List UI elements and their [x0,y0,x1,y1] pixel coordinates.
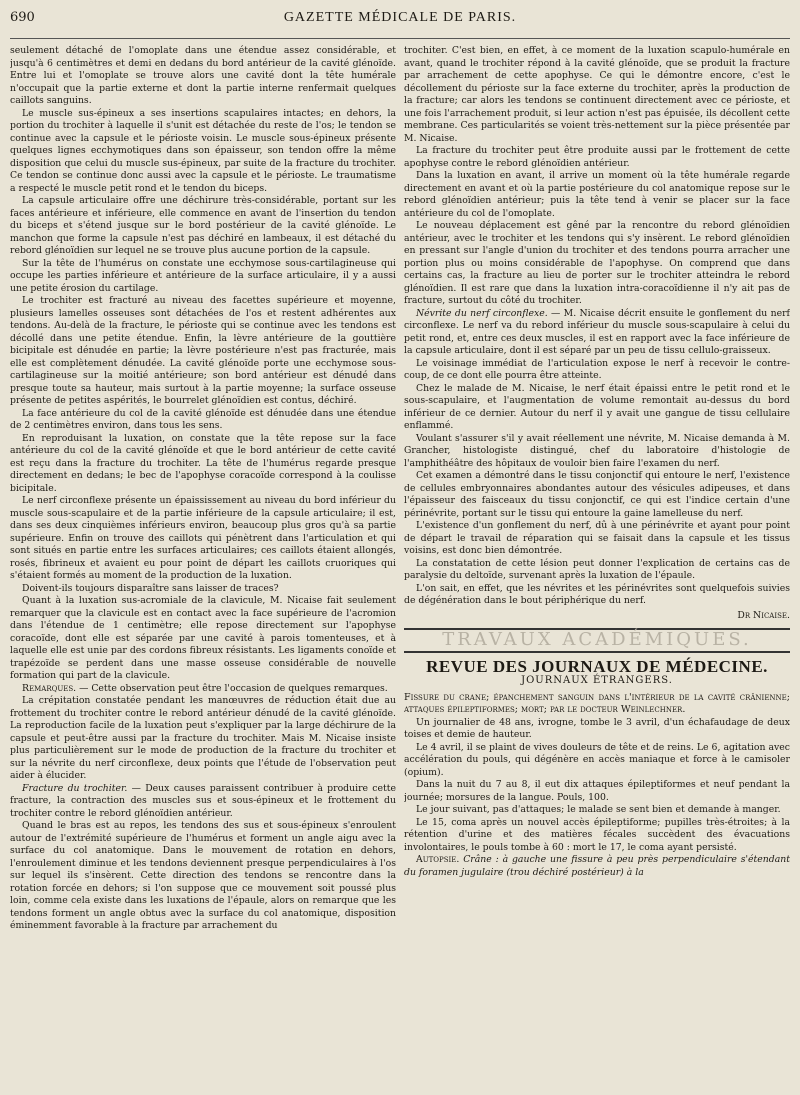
article-paragraph: Chez le malade de M. Nicaise, le nerf était épaissi entre le petit rond et le sous-scapulaire, et l'augmentation de volume remontait au-dessus du bord inférieur de ce dernier. Autour du nerf il y avait une gangue de tissu cellulaire enflammé. [404,382,790,431]
case-paragraph: Un journalier de 48 ans, ivrogne, tombe le 3 avril, d'un échafaudage de deux toises et demie de hauteur. [404,716,790,740]
case-heading: Fissure du crane; épanchement sanguin dans l'intérieur de la cavité crânienne; attaques épileptiformes; mort; par le docteur Weinlechner. [404,691,790,715]
article-paragraph: Doivent-ils toujours disparaître sans laisser de traces? [22,582,279,594]
fracture-text: — Deux causes paraissent contribuer à produire cette fracture, la contraction des muscles sus et sous-épineux et le frottement du trochiter contre le rebord glénoïdien antérieur. [10,782,396,819]
article-paragraph: La face antérieure du col de la cavité glénoïde est dénudée dans une étendue de 2 centimètres environ, dans tous les sens. [10,407,396,431]
case-paragraph: Le 15, coma après un nouvel accès épileptiforme; pupilles très-étroites; à la rétention d'urine et des matières fécales succèdent des évacuations involontaires, le pouls tombe à 60 : mort le 17, le coma ayant persisté. [404,816,790,853]
remarques-paragraph [10,683,396,696]
article-paragraph: Voulant s'assurer s'il y avait réellement une névrite, M. Nicaise demanda à M. Grancher, histologiste distingué, chef du laboratoire d'histologie de l'amphithéâtre des hôpitaux de vouloir bien faire l'examen du nerf. [404,432,790,469]
article-paragraph: En reproduisant la luxation, on constate que la tête repose sur la face antérieure du col de la cavité glénoïde et que le bord antérieur de cette cavité est reçu dans la fracture du trochiter. La tête de l'humérus regarde presque directement en dedans; le bec de l'apophyse coracoïde correspond à la coulisse bicipitale. [10,432,396,494]
article-paragraph: Sur la tête de l'humérus on constate une ecchymose sous-cartilagineuse qui occupe les parties inférieure et antérieure de la surface articulaire, il y a aussi une petite érosion du cartilage. [10,257,396,294]
right-column [404,45,790,1093]
nevrite-paragraph [404,308,790,358]
article-paragraph: Le muscle sus-épineux a ses insertions scapulaires intactes; en dehors, la portion du trochiter à laquelle il s'unit est détachée du reste de l'os; le tendon se continue avec la capsule et le périoste voisin. Le muscle sous-épineux présente quelques lignes ecchymotiques dans son épaisseur, son tendon offre la même disposition que celui du muscle sus-épineux, par suite de la fracture du trochiter. Ce tendon se continue donc aussi avec la capsule et le périoste. Le traumatisme a respecté le muscle petit rond et le tendon du biceps. [10,107,396,194]
article-paragraph: La crépitation constatée pendant les manœuvres de réduction était due au frottement du trochiter contre le rebord antérieur dénudé de la cavité glénoïde. La reproduction facile de la luxation peut s'expliquer par la large déchirure de la capsule et peut-être aussi par la fracture du trochiter. Mais M. Nicaise insiste plus particulièrement sur le mode de production de la fracture du trochiter et sur la névrite du nerf circonflexe, deux points que l'étude de l'observation peut aider à élucider. [10,695,396,781]
page-header [10,10,790,39]
left-column [10,45,396,1093]
review-subtitle: JOURNAUX ÉTRANGERS. [521,675,673,686]
case-paragraph: Le 4 avril, il se plaint de vives douleurs de tête et de reins. Le 6, agitation avec accélération du pouls, qui dégénère en accès maniaque et force à le camisoler (opium). [404,741,790,778]
article-paragraph: Quant à la luxation sus-acromiale de la clavicule, M. Nicaise fait seulement remarquer que la clavicule est en contact avec la face supérieure de l'acromion dans l'étendue de 1 centimètre; elle repose directement sur l'apophyse coracoïde, dont elle est séparée par une cavité à parois tomenteuses, et à laquelle elle est unie par des cordons fibreux résistants. Les ligaments conoïde et trapézoïde se perdent dans une masse osseuse considérable de nouvelle formation qui part de la clavicule. [10,595,396,681]
article-paragraph: Le trochiter est fracturé au niveau des facettes supérieure et moyenne, plusieurs lamelles osseuses sont détachées de l'os et restent adhérentes aux tendons. Au-delà de la fracture, le périoste qui se continue avec les tendons est décollé dans une petite étendue. Enfin, la lèvre antérieure de la gouttière bicipitale est dénudée en partie; la lèvre postérieure n'est pas fracturée, mais elle est complètement dénudée. La cavité glénoïde porte une ecchymose sous-cartilagineuse sur la moitié antérieure; son bord antérieur est dénudé dans presque toute sa hauteur, mais surtout à la partie moyenne; la surface osseuse présente de petites aspérités, le bourrelet glénoïdien est contus, déchiré. [10,295,396,406]
remarques-label: Remarques. [22,682,77,694]
section-banner: TRAVAUX ACADÉMIQUES. [404,628,790,653]
autopsie-text: Crâne : à gauche une fissure à peu près perpendiculaire s'étendant du foramen jugulaire (trou déchiré postérieur) à la [404,854,790,878]
nevrite-text: — M. Nicaise décrit ensuite le gonflement du nerf circonflexe. Le nerf va du rebord inférieur du muscle sous-scapulaire à celui du petit rond, et, entre ces deux muscles, il est en rapport avec la face inférieure de la capsule articulaire, dont il est séparé par un peu de tissu cellulo-graisseux. [404,307,790,356]
article-paragraph: L'on sait, en effet, que les névrites et les périnévrites sont quelquefois suivies de dégénération dans le bout périphérique du nerf. [404,582,790,606]
article-paragraph: Le nouveau déplacement est gêné par la rencontre du rebord glénoïdien antérieur, avec le trochiter et les tendons qui s'y insèrent. Le rebord glénoïdien en pressant sur l'angle d'union du trochiter et des tendons pourra arracher une portion plus ou moins considérable de l'apophyse. On comprend que dans certains cas, la fracture au lieu de porter sur le trochiter atteindra le rebord glénoïdien. Il est rare que dans la luxation intra-coracoïdienne il n'y ait pas de fracture, surtout du côté du trochiter. [404,220,790,306]
autopsie-paragraph [404,854,790,879]
case-paragraph: Dans la nuit du 7 au 8, il eut dix attaques épileptiformes et neuf pendant la journée; morsures de la langue. Pouls, 100. [404,779,790,803]
case-paragraph: Le jour suivant, pas d'attaques; le malade se sent bien et demande à manger. [416,804,781,815]
article-paragraph: La constatation de cette lésion peut donner l'explication de certains cas de paralysie du deltoïde, survenant après la luxation de l'épaule. [404,557,790,581]
article-paragraph: Dans la luxation en avant, il arrive un moment où la tête humérale regarde directement en avant et où la partie postérieure du col anatomique repose sur le rebord glénoïdien antérieur; puis la tête tend à venir se placer sur la face antérieure du col de l'omoplate. [404,170,790,219]
article-paragraph: Cet examen a démontré dans le tissu conjonctif qui entoure le nerf, l'existence de cellules embryonnaires abondantes autour des vésicules adipeuses, et dans l'épaisseur des faisceaux du tissu conjonctif, ce qui est l'indice certain d'une périnévrite, portant sur le tissu qui entoure la gaine lamelleuse du nerf. [404,470,790,519]
article-paragraph: Quand le bras est au repos, les tendons des sus et sous-épineux s'enroulent autour de l'extrémité supérieure de l'humérus et forment un angle aigu avec la surface du col anatomique. Dans le mouvement de rotation en dehors, l'enroulement diminue et les tendons deviennent presque perpendiculaires à l'os sur lequel ils s'insèrent. Cette direction des tendons se rencontre dans la rotation forcée en dehors; si l'on suppose que ce mouvement soit poussé plus loin, comme cela existe dans les luxations de l'épaule, alors on remarque que les tendons forment un angle obtus avec la surface du col anatomique, disposition éminemment favorable à la fracture par arrachement du [10,820,396,931]
fracture-paragraph [10,783,396,821]
autopsie-label: Autopsie. [416,854,460,865]
page-number: 690 [10,10,35,25]
article-paragraph: trochiter. C'est bien, en effet, à ce moment de la luxation scapulo-humérale en avant, quand le trochiter répond à la cavité glénoïde, que se produit la fracture par arrachement de cette apophyse. Ce qui le démontre encore, c'est le décollement du périoste sur la face externe du trochiter, après la production de la fracture; car alors les tendons se continuent directement avec ce périoste, et une fois l'arrachement produit, si leur action n'est pas épuisée, ils décollent cette membrane. Ces particularités se voient très-nettement sur la pièce présentée par M. Nicaise. [404,45,790,144]
fracture-label: Fracture du trochiter. [22,782,128,794]
nevrite-label: Névrite du nerf circonflexe. [416,307,548,319]
article-paragraph: Le nerf circonflexe présente un épaississement au niveau du bord inférieur du muscle sous-scapulaire et de la partie inférieure de la capsule articulaire; il est, dans ses deux cinquièmes inférieurs environ, beaucoup plus gros qu'à sa partie supérieure. Enfin on trouve des caillots qui pénètrent dans l'articulation et qui sont situés en partie entre les surfaces articulaires; ces caillots étaient allongés, rosés, fibrineux et avaient eu pour point de départ les caillots cruoriques qui s'étaient formés au moment de la production de la luxation. [10,495,396,581]
article-paragraph: seulement détaché de l'omoplate dans une étendue assez considérable, et jusqu'à 6 centimètres et demi en dedans du bord antérieur de la cavité glénoïde. Entre lui et l'omoplate se trouve alors une cavité dont la tête humérale n'occupait que la partie externe et dont la partie interne renfermait quelques caillots sanguins. [10,45,396,106]
author-signature: Dr Nicaise. [737,609,790,621]
review-title: REVUE DES JOURNAUX DE MÉDECINE. [426,656,768,676]
article-paragraph: La fracture du trochiter peut être produite aussi par le frottement de cette apophyse contre le rebord glénoïdien antérieur. [404,145,790,169]
journal-title: GAZETTE MÉDICALE DE PARIS. [283,10,517,25]
remarques-text: — Cette observation peut être l'occasion de quelques remarques. [76,682,388,694]
article-paragraph: La capsule articulaire offre une déchirure très-considérable, portant sur les faces antérieure et inférieure, elle commence en avant de l'insertion du tendon du biceps et s'étend jusque sur le bord postérieur de la cavité glénoïde. Le manchon que forme la capsule n'est pas déchiré en lambeaux, il est détaché du rebord glénoïdien sur lequel ne se trouve plus aucune portion de la capsule. [10,195,396,256]
article-paragraph: Le voisinage immédiat de l'articulation expose le nerf à recevoir le contre-coup, de ce dont elle pourra être atteinte. [404,357,790,381]
article-paragraph: L'existence d'un gonflement du nerf, dû à une périnévrite et ayant pour point de départ le travail de réparation qui se faisait dans la capsule et les tissus voisins, est donc bien démontrée. [404,520,790,556]
